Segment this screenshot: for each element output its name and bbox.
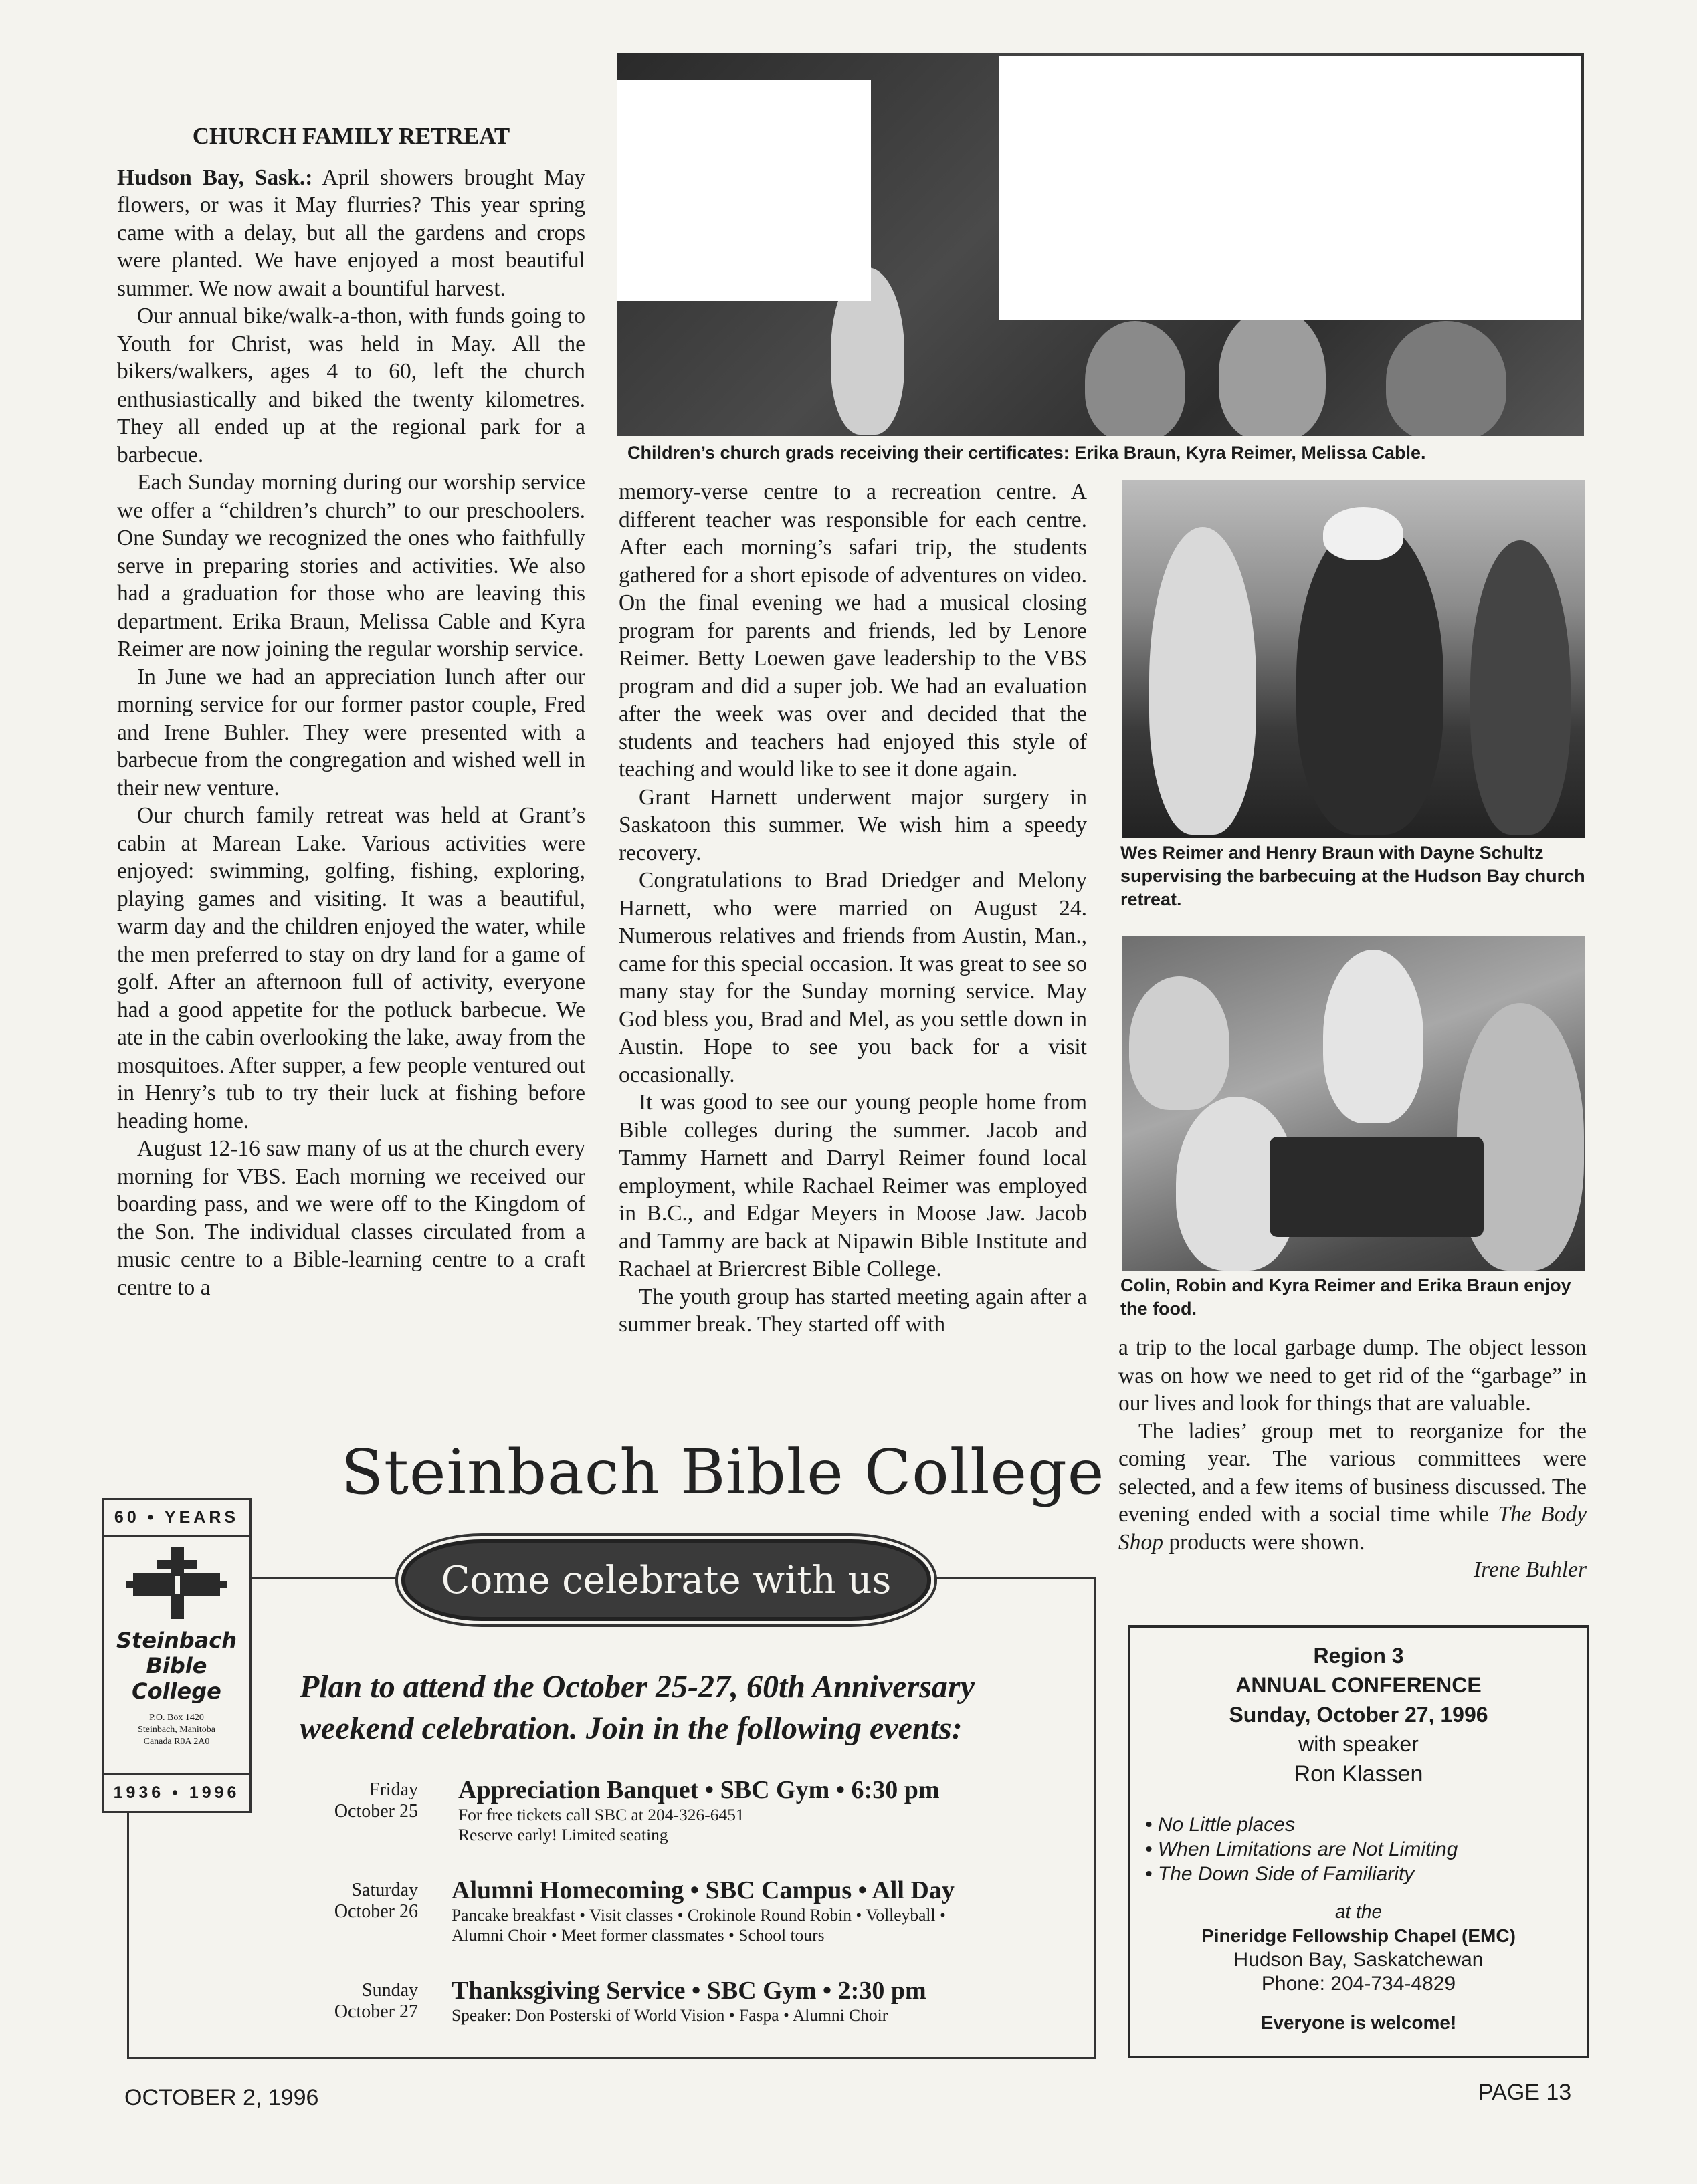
event-day [328,1779,418,1822]
photo-figure [1085,321,1185,436]
photo-figure [1129,976,1229,1110]
article-paragraph: The youth group has started meeting again after a summer break. They started off with [619,1284,1087,1337]
conference-box [1128,1625,1589,2058]
conference-venue: Pineridge Fellowship Chapel (EMC) [1201,1925,1516,1946]
article-column-2 [619,478,1087,1339]
article-column-3 [1118,1334,1587,1584]
table [1270,1137,1484,1237]
article-paragraph: a trip to the local garbage dump. The object lesson was on how we need to get rid of the “garbage” in our lives and look for things that are valuable. [1118,1335,1587,1416]
logo-address: Canada R0A 2A0 [143,1737,210,1747]
logo-name: Bible [146,1653,207,1678]
logo-years-top: 60 • YEARS [104,1500,249,1537]
photo-figure [1219,308,1326,436]
conference-topic: • The Down Side of Familiarity [1145,1863,1415,1885]
article-column-1 [117,122,585,1301]
event-info [458,1775,1060,1845]
conference-title: ANNUAL CONFERENCE [1235,1673,1482,1697]
article-paragraph: August 12-16 saw many of us at the church every morning for VBS. Each morning we received our boarding pass, and we were off to the Kingdom of the Son. The individual classes circulated from a music centre to a Bible-learning centre to a craft centre to a [117,1136,585,1300]
logo-name: College [132,1678,221,1704]
logo-address: P.O. Box 1420 [149,1713,204,1723]
conference-topic: • When Limitations are Not Limiting [1145,1838,1458,1860]
event-title: Appreciation Banquet • SBC Gym • 6:30 pm [458,1776,940,1804]
article-paragraph: Our annual bike/walk-a-thon, with funds going to Youth for Christ, was held in May. All the bikers/walkers, ages 4 to 60, left the church enthusiastically and biked the twenty kilometres. They all ended up at the regional park for a barbecue. [117,304,585,467]
article-paragraph: Each Sunday morning during our worship service we offer a “children’s church” to our preschoolers. One Sunday we recognized the ones who faithfully serve in preparing stories and activities. We also had a graduation for those who are leaving this department. Erika Braun, Melissa Cable and Kyra Reimer are now joining the regular worship service. [117,470,585,661]
kids-photo [1122,936,1585,1271]
conference-phone: Phone: 204-734-4829 [1261,1973,1456,1995]
photo-figure [1323,507,1403,560]
article-paragraph [117,164,585,303]
article-headline: CHURCH FAMILY RETREAT [192,123,510,149]
article-paragraph: It was good to see our young people home from Bible colleges during the summer. Jacob and Tammy Harnett and Darryl Reimer found local employment, while Rachael Reimer was employed in B.C., and Edgar Meyers in Moose Jaw. Jacob and Tammy are back at Nipawin Bible Institute and Rachael at Briercrest Bible College. [619,1090,1087,1281]
event-date: October 27 [334,2001,418,2022]
event-info [452,1976,1060,2026]
conference-topic: • No Little places [1145,1814,1295,1836]
event-date: October 26 [334,1901,418,1922]
event-detail: Speaker: Don Posterski of World Vision • Faspa • Alumni Choir [452,2005,888,2025]
event-detail: Reserve early! Limited seating [458,1825,668,1844]
event-info [452,1876,1060,1945]
photo-figure [1323,950,1423,1123]
event-title: Thanksgiving Service • SBC Gym • 2:30 pm [452,1977,926,2005]
dateline: Hudson Bay, Sask.: [117,165,313,190]
ad-ribbon: Come celebrate with us [401,1539,931,1621]
photo-figure [1296,520,1443,835]
italic-product-name: The Body Shop [1118,1502,1587,1555]
conference-speaker-label: with speaker [1298,1732,1419,1756]
logo-address: Steinbach, Manitoba [138,1725,215,1735]
event-day [328,1880,418,1923]
conference-topics [1145,1812,1587,1886]
article-paragraph [1118,1418,1587,1557]
ad-intro [300,1666,1049,1749]
paragraph-text: April showers brought May flowers, or was it May flurries? This year spring came with a delay, but all the gardens and crops were planted. We have enjoyed a most beautiful summer. We now await a bountiful harvest. [117,165,585,301]
event-weekday: Saturday [351,1880,418,1900]
top-photo [617,53,1584,436]
event-detail: For free tickets call SBC at 204-326-6451 [458,1805,744,1824]
event-detail: Alumni Choir • Meet former classmates • School tours [452,1925,825,1945]
conference-welcome: Everyone is welcome! [1260,2012,1457,2033]
event-day [328,1980,418,2023]
logo-years-bottom: 1936 • 1996 [104,1773,249,1811]
article-paragraph: Grant Harnett underwent major surgery in Saskatoon this summer. We wish him a speedy recovery. [619,784,1087,865]
paragraph-text: The ladies’ group met to reorganize for the coming year. The various committees were selected, and a few items of business discussed. The evening ended with a social time while [1118,1418,1587,1527]
article-paragraph: Congratulations to Brad Driedger and Melony Harnett, who were married on August 24. Numerous relatives and friends from Austin, Man., came for this special occasion. It was great to see so many stay for the Sunday morning service. May God bless you, Brad and Mel, as you settle down in Austin. Hope to see you back for a visit occasionally. [619,868,1087,1087]
ad-intro-line: weekend celebration. Join in the following events: [300,1711,963,1746]
event-detail: Pancake breakfast • Visit classes • Crokinole Round Robin • Volleyball • [452,1905,946,1925]
conference-at: at the [1334,1901,1383,1922]
photo-figure [1149,527,1256,835]
footer-date: OCTOBER 2, 1996 [124,2085,319,2110]
top-photo-caption: Children’s church grads receiving their certificates: Erika Braun, Kyra Reimer, Melissa Cable. [627,443,1426,463]
kids-photo-caption: Colin, Robin and Kyra Reimer and Erika Braun enjoy the food. [1120,1275,1571,1319]
photo-figure [1470,540,1571,835]
conference-speaker: Ron Klassen [1294,1761,1423,1787]
event-title: Alumni Homecoming • SBC Campus • All Day [452,1876,955,1904]
conference-town: Hudson Bay, Saskatchewan [1233,1949,1484,1971]
redaction-block [617,80,871,301]
conference-date: Sunday, October 27, 1996 [1229,1703,1488,1727]
event-weekday: Friday [369,1779,418,1800]
article-paragraph: Our church family retreat was held at Grant’s cabin at Marean Lake. Various activities were enjoyed: swimming, golfing, fishing, exploring, playing games and visiting. It was a beautiful, warm day and the children enjoyed the water, while the men preferred to stay on dry land for a game of golf. After an afternoon full of activity, everyone had a good appetite for the potluck barbecue. We ate in the cabin overlooking the lake, away from the mosquitoes. After supper, a few people ventured out in Henry’s tub to try their luck at fishing before heading home. [117,803,585,1133]
article-paragraph: In June we had an appreciation lunch after our morning service for our former pastor couple, Fred and Irene Buhler. They were presented with a barbecue from the congregation and wished well in their new venture. [117,664,585,800]
redaction-block [999,56,1581,320]
event-weekday: Sunday [362,1980,418,2001]
byline: Irene Buhler [1474,1557,1587,1582]
footer-page-number: PAGE 13 [1478,2080,1572,2105]
ad-title: Steinbach Bible College [341,1436,1105,1508]
sbc-logo-box [102,1498,252,1813]
event-date: October 25 [334,1801,418,1822]
bbq-photo-caption: Wes Reimer and Henry Braun with Dayne Schultz supervising the barbecuing at the Hudson Bay church retreat. [1120,843,1585,909]
article-paragraph: memory-verse centre to a recreation centre. A different teacher was responsible for each centre. After each morning’s safari trip, the students gathered for a short episode of adventures on video. On the final evening we had a musical closing program for parents and friends, led by Lenore Reimer. Betty Loewen gave leadership to the VBS program and did a super job. We had an evaluation after the week was over and decided that the students and teachers had enjoyed this style of teaching and would like to see it done again. [619,479,1087,782]
cross-logo-icon [126,1547,227,1620]
logo-name: Steinbach [116,1628,237,1653]
conference-region: Region 3 [1313,1644,1404,1668]
paragraph-text: products were shown. [1163,1529,1365,1555]
photo-figure [1386,321,1506,436]
ad-intro-line: Plan to attend the October 25-27, 60th Anniversary [300,1669,975,1705]
bbq-photo [1122,480,1585,838]
